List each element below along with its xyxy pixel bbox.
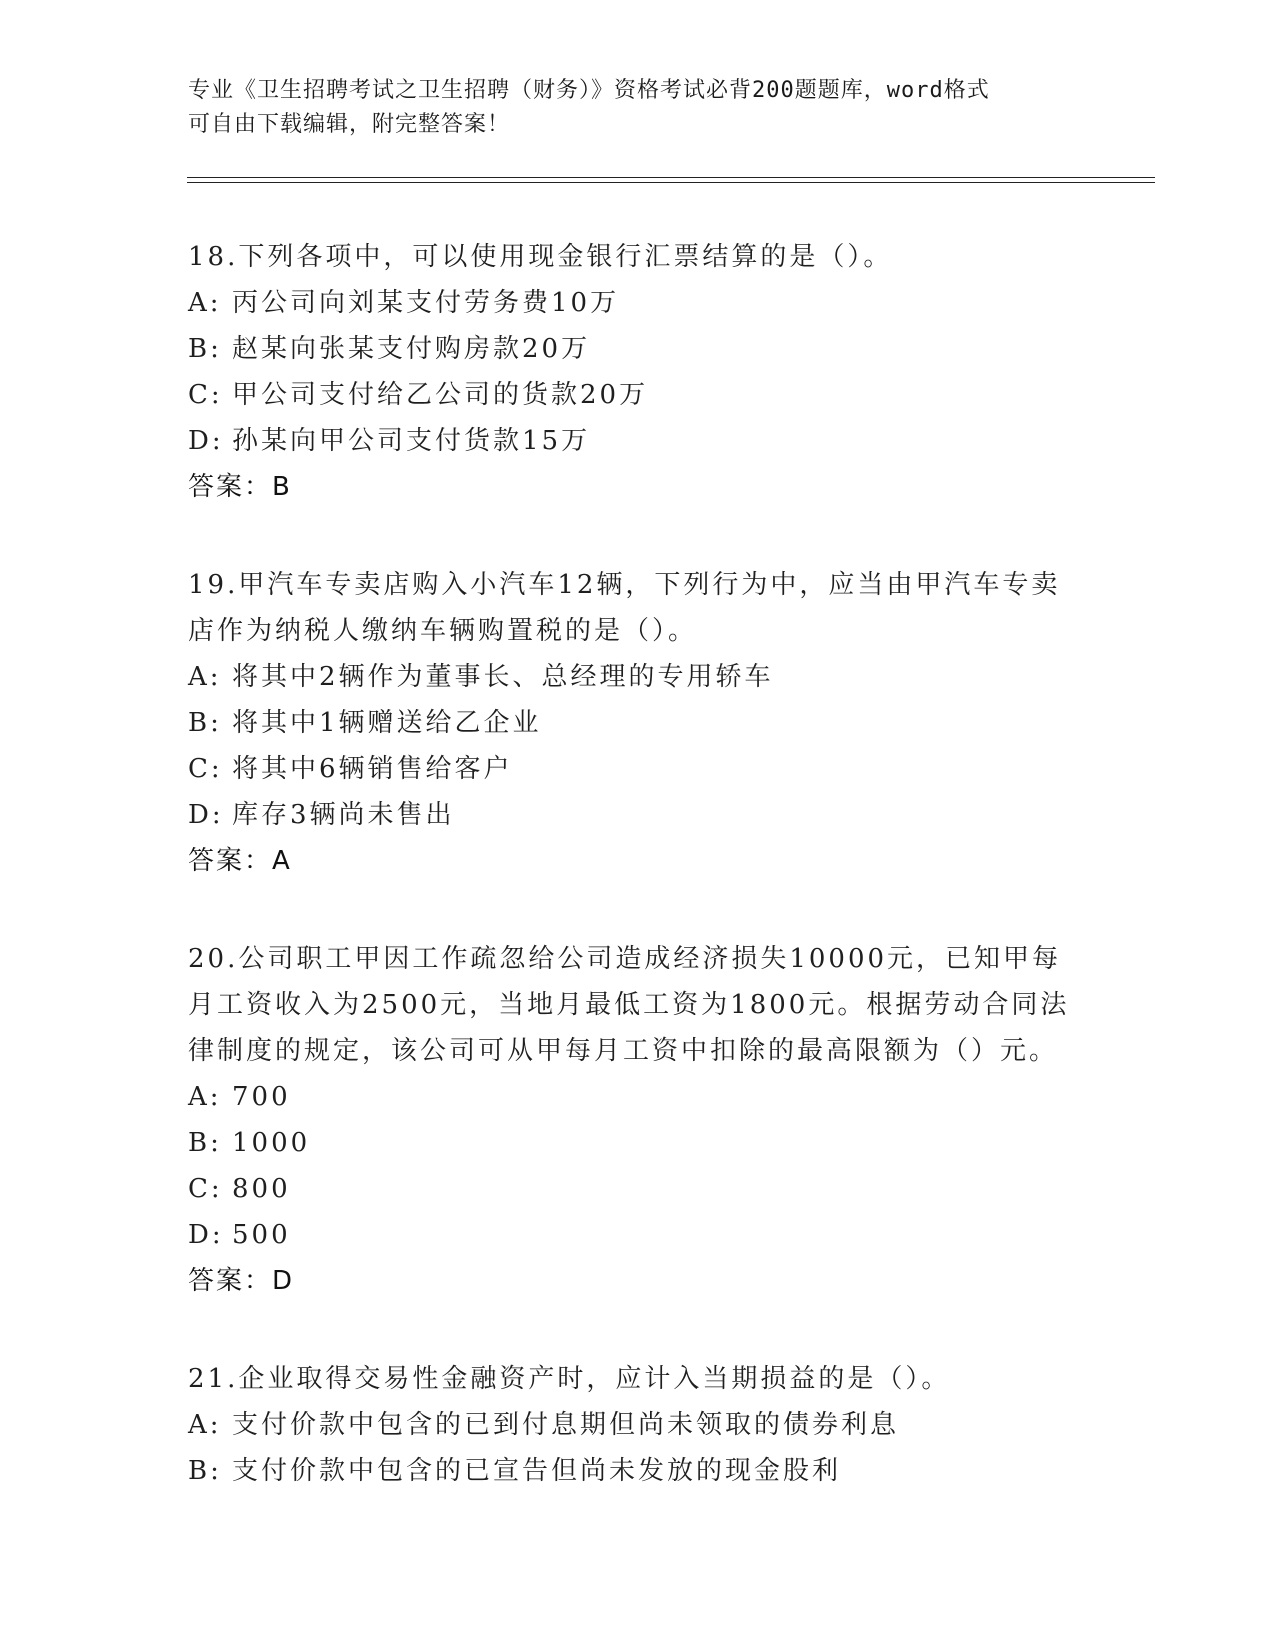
- option-b: [188, 326, 1088, 372]
- question-item: [188, 1356, 1088, 1494]
- option-a: [188, 654, 1088, 700]
- option-label: A:: [188, 1082, 222, 1112]
- option-text: 支付价款中包含的已到付息期但尚未领取的债券利息: [232, 1410, 900, 1440]
- option-a: [188, 1074, 1088, 1120]
- option-label: C:: [188, 380, 223, 410]
- option-a: [188, 280, 1088, 326]
- answer-line: 答案：B: [188, 472, 292, 502]
- option-text: 丙公司向刘某支付劳务费10万: [232, 288, 620, 318]
- answer-line: 答案：D: [188, 1266, 295, 1296]
- question-item: [188, 234, 1088, 510]
- question-text: 20.公司职工甲因工作疏忽给公司造成经济损失10000元，已知甲每月工资收入为2500元，当地月最低工资为1800元。根据劳动合同法律制度的规定，该公司可从甲每月工资中扣除的最高限额为（）元。: [188, 944, 1070, 1066]
- header-divider-top: [187, 177, 1155, 178]
- option-text: 将其中2辆作为董事长、总经理的专用轿车: [232, 662, 774, 692]
- option-label: B:: [188, 708, 222, 738]
- option-label: A:: [188, 288, 222, 318]
- option-label: D:: [188, 1220, 224, 1250]
- option-label: C:: [188, 754, 223, 784]
- option-text: 700: [232, 1082, 291, 1112]
- question-text: 19.甲汽车专卖店购入小汽车12辆，下列行为中，应当由甲汽车专卖店作为纳税人缴纳车辆购置税的是（）。: [188, 570, 1061, 646]
- header-line-1: 专业《卫生招聘考试之卫生招聘（财务）》资格考试必背200题题库，word格式: [188, 78, 990, 103]
- option-text: 1000: [232, 1128, 311, 1158]
- option-text: 800: [232, 1174, 291, 1204]
- option-text: 甲公司支付给乙公司的货款20万: [232, 380, 649, 410]
- option-text: 赵某向张某支付购房款20万: [232, 334, 591, 364]
- document-header: [188, 74, 1068, 142]
- option-text: 库存3辆尚未售出: [232, 800, 455, 830]
- option-text: 将其中1辆赠送给乙企业: [232, 708, 542, 738]
- option-a: [188, 1402, 1088, 1448]
- option-d: [188, 1212, 1088, 1258]
- option-label: A:: [188, 1410, 222, 1440]
- header-line-2: 可自由下载编辑，附完整答案！: [188, 112, 511, 137]
- answer-line: 答案：A: [188, 846, 292, 876]
- question-text: 21.企业取得交易性金融资产时，应计入当期损益的是（）。: [188, 1364, 951, 1394]
- option-label: C:: [188, 1174, 223, 1204]
- option-text: 将其中6辆销售给客户: [232, 754, 513, 784]
- option-text: 孙某向甲公司支付货款15万: [232, 426, 591, 456]
- option-c: [188, 746, 1088, 792]
- option-b: [188, 1448, 1088, 1494]
- option-c: [188, 1166, 1088, 1212]
- option-b: [188, 700, 1088, 746]
- question-item: [188, 936, 1088, 1304]
- question-text: 18.下列各项中，可以使用现金银行汇票结算的是（）。: [188, 242, 893, 272]
- option-d: [188, 792, 1088, 838]
- question-item: [188, 562, 1088, 884]
- option-label: A:: [188, 662, 222, 692]
- option-label: D:: [188, 800, 224, 830]
- question-list: [188, 234, 1088, 1546]
- option-b: [188, 1120, 1088, 1166]
- option-label: B:: [188, 334, 222, 364]
- option-d: [188, 418, 1088, 464]
- option-c: [188, 372, 1088, 418]
- option-label: B:: [188, 1128, 222, 1158]
- option-text: 支付价款中包含的已宣告但尚未发放的现金股利: [232, 1456, 842, 1486]
- option-label: B:: [188, 1456, 222, 1486]
- header-divider-bottom: [187, 182, 1155, 183]
- option-label: D:: [188, 426, 224, 456]
- option-text: 500: [232, 1220, 291, 1250]
